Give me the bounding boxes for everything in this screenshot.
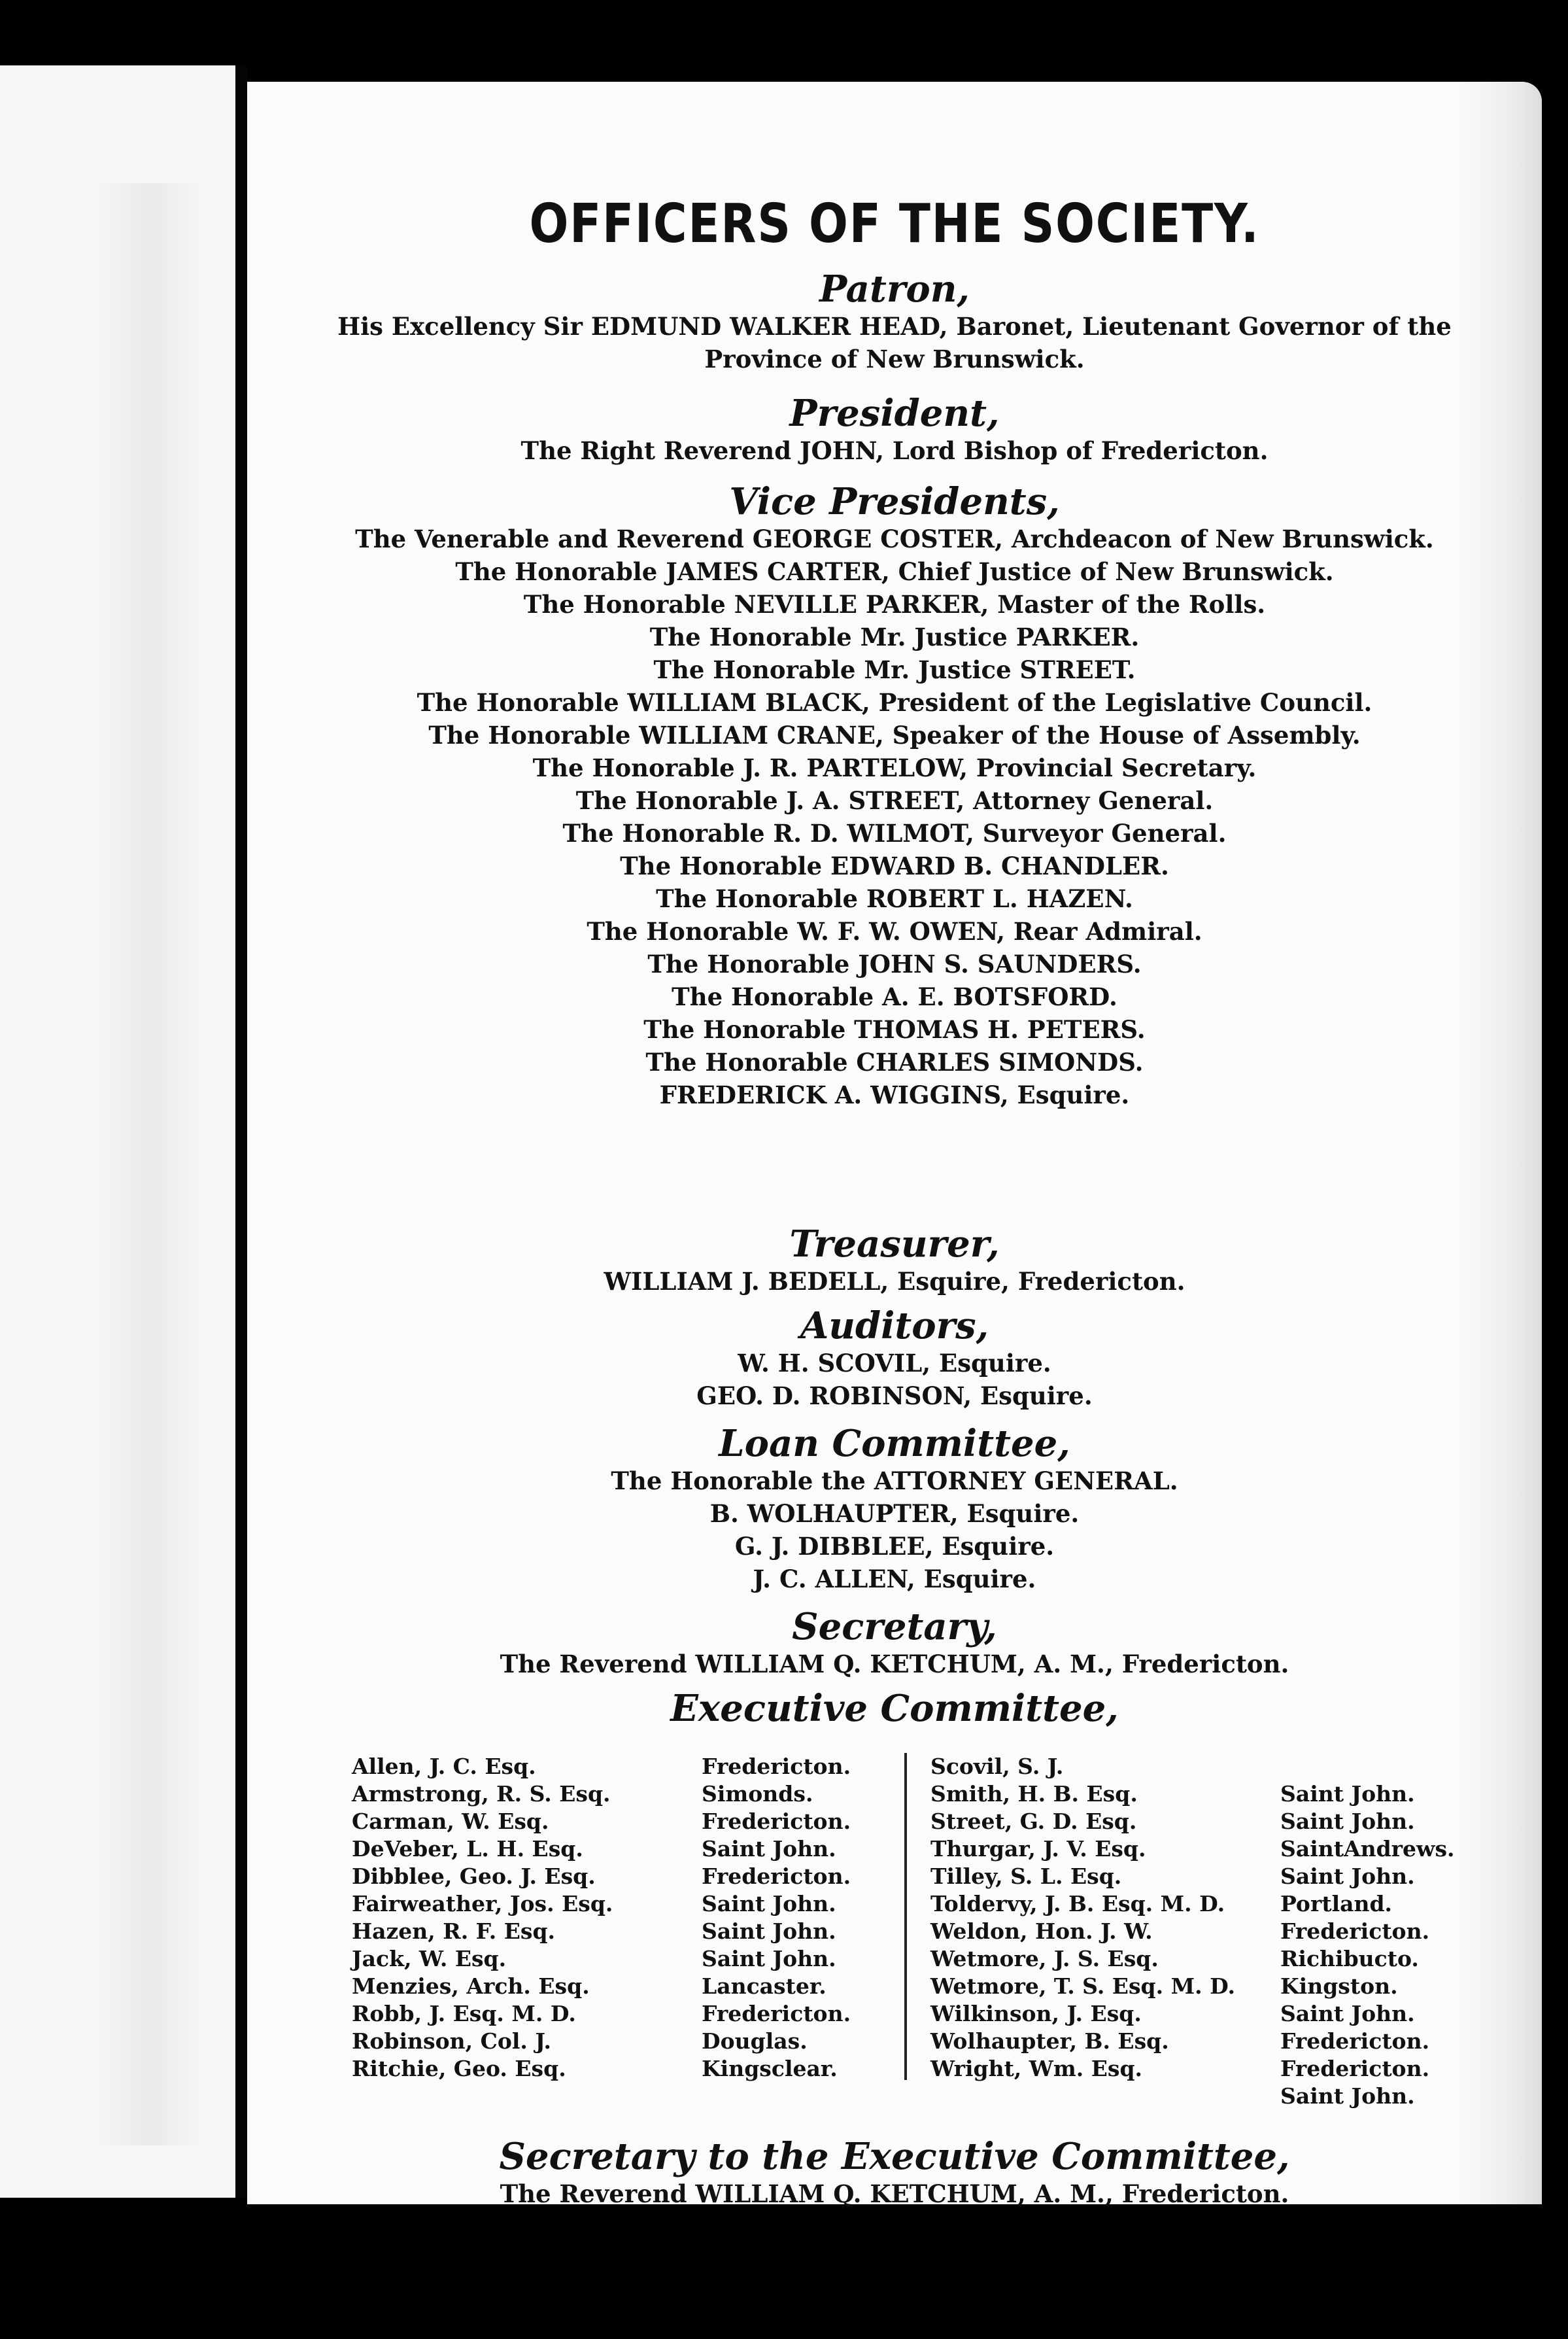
member-place: Fredericton. — [702, 2001, 851, 2026]
secretary-executive-section — [247, 2136, 1542, 2210]
vice-president-line: The Honorable NEVILLE PARKER, Master of the Rolls. — [523, 590, 1266, 619]
page-gutter — [235, 65, 247, 2198]
vice-president-line: The Honorable THOMAS H. PETERS. — [643, 1015, 1146, 1044]
member-place: Fredericton. — [1280, 1918, 1430, 1944]
member-name: Jack, W. Esq. — [352, 1946, 507, 1971]
vice-president-line: The Honorable WILLIAM CRANE, Speaker of the House of Assembly. — [428, 721, 1361, 750]
column-divider — [904, 1753, 907, 2080]
member-name: Robb, J. Esq. M. D. — [352, 2001, 576, 2026]
vice-president-line: The Honorable CHARLES SIMONDS. — [645, 1048, 1144, 1077]
bleed-through-texture — [98, 183, 203, 2145]
patron-section — [247, 268, 1542, 375]
document-page — [247, 82, 1542, 2208]
patron-line: Province of New Brunswick. — [704, 345, 1085, 373]
member-place: SaintAndrews. — [1280, 1836, 1455, 1862]
vice-president-line: The Honorable A. E. BOTSFORD. — [672, 982, 1117, 1011]
auditors-heading: Auditors, — [800, 1304, 989, 1347]
member-place: Saint John. — [702, 1918, 836, 1944]
loan-committee-line: The Honorable the ATTORNEY GENERAL. — [611, 1466, 1178, 1495]
auditor-line: GEO. D. ROBINSON, Esquire. — [696, 1381, 1093, 1410]
member-name: Scovil, S. J. — [930, 1754, 1064, 1779]
secretary-line: The Reverend WILLIAM Q. KETCHUM, A. M., Fredericton. — [500, 1650, 1289, 1678]
member-place: Saint John. — [1280, 2083, 1415, 2109]
member-place: Fredericton. — [1280, 2028, 1430, 2054]
member-place: Kingston. — [1280, 1973, 1398, 1999]
president-section — [247, 392, 1542, 467]
secretary-executive-line: The Reverend WILLIAM Q. KETCHUM, A. M., Fredericton. — [500, 2179, 1289, 2208]
vice-presidents-section — [247, 481, 1542, 1111]
member-place: Richibucto. — [1280, 1946, 1419, 1971]
member-name: Smith, H. B. Esq. — [930, 1781, 1138, 1807]
member-name: Armstrong, R. S. Esq. — [352, 1781, 611, 1807]
member-place: Saint John. — [1280, 1863, 1415, 1889]
vice-president-line: The Honorable JOHN S. SAUNDERS. — [647, 950, 1142, 979]
treasurer-heading: Treasurer, — [789, 1222, 1000, 1266]
loan-committee-line: J. C. ALLEN, Esquire. — [753, 1565, 1036, 1593]
vice-presidents-heading: Vice Presidents, — [729, 480, 1060, 523]
president-line: The Right Reverend JOHN, Lord Bishop of Fredericton. — [520, 436, 1269, 465]
member-name: Hazen, R. F. Esq. — [352, 1918, 556, 1944]
executive-committee-section — [247, 1688, 1542, 1729]
member-name: Tilley, S. L. Esq. — [930, 1863, 1122, 1889]
member-name: Thurgar, J. V. Esq. — [930, 1836, 1146, 1862]
executive-committee-heading: Executive Committee, — [670, 1687, 1119, 1730]
vice-president-line: The Honorable JAMES CARTER, Chief Justice of New Brunswick. — [455, 557, 1334, 586]
loan-committee-line: B. WOLHAUPTER, Esquire. — [709, 1499, 1080, 1528]
member-name: Street, G. D. Esq. — [930, 1809, 1137, 1834]
secretary-heading: Secretary, — [792, 1605, 997, 1648]
member-places-column-left — [702, 1753, 851, 2083]
loan-committee-section — [247, 1423, 1542, 1595]
member-name: Weldon, Hon. J. W. — [930, 1918, 1153, 1944]
executive-committee-table — [352, 1753, 1483, 2119]
page-title: OFFICERS OF THE SOCIETY. — [529, 193, 1260, 255]
vice-president-line: The Honorable J. R. PARTELOW, Provincial Secretary. — [532, 754, 1257, 782]
member-place: Saint John. — [702, 1836, 836, 1862]
member-place: Portland. — [1280, 1891, 1393, 1916]
member-name: Allen, J. C. Esq. — [352, 1754, 536, 1779]
member-name: Carman, W. Esq. — [352, 1809, 549, 1834]
member-place: Kingsclear. — [702, 2056, 838, 2081]
loan-committee-line: G. J. DIBBLEE, Esquire. — [734, 1532, 1055, 1561]
vice-president-line: The Honorable ROBERT L. HAZEN. — [656, 884, 1133, 913]
member-names-column-left — [352, 1753, 613, 2083]
vice-president-line: The Honorable Mr. Justice STREET. — [653, 655, 1136, 684]
member-name: Wetmore, J. S. Esq. — [930, 1946, 1159, 1971]
patron-line: His Excellency Sir EDMUND WALKER HEAD, Baronet, Lieutenant Governor of the — [337, 312, 1452, 341]
member-name: DeVeber, L. H. Esq. — [352, 1836, 583, 1862]
member-names-column-right — [930, 1753, 1235, 2083]
facing-page-edge — [0, 65, 235, 2198]
member-place: Saint John. — [702, 1891, 836, 1916]
vice-president-line: The Honorable J. A. STREET, Attorney General. — [575, 786, 1214, 815]
member-place: Saint John. — [702, 1946, 836, 1971]
member-place: Saint John. — [1280, 1781, 1415, 1807]
member-name: Robinson, Col. J. — [352, 2028, 551, 2054]
member-name: Wright, Wm. Esq. — [930, 2056, 1143, 2081]
member-place: Douglas. — [702, 2028, 808, 2054]
vice-president-line: The Honorable W. F. W. OWEN, Rear Admiral. — [587, 917, 1202, 946]
secretary-section — [247, 1606, 1542, 1680]
member-name: Wetmore, T. S. Esq. M. D. — [930, 1973, 1236, 1999]
patron-heading: Patron, — [819, 268, 970, 311]
member-name: Menzies, Arch. Esq. — [352, 1973, 590, 1999]
vice-president-line: FREDERICK A. WIGGINS, Esquire. — [659, 1081, 1130, 1109]
member-place: Fredericton. — [702, 1863, 851, 1889]
member-name: Ritchie, Geo. Esq. — [352, 2056, 566, 2081]
member-place: Fredericton. — [1280, 2056, 1430, 2081]
member-place: Simonds. — [702, 1781, 813, 1807]
treasurer-section — [247, 1223, 1542, 1298]
treasurer-line: WILLIAM J. BEDELL, Esquire, Fredericton. — [604, 1267, 1185, 1296]
member-place: Lancaster. — [702, 1973, 827, 1999]
member-place: Fredericton. — [702, 1809, 851, 1834]
member-place: Saint John. — [1280, 1809, 1415, 1834]
vice-president-line: The Honorable Mr. Justice PARKER. — [649, 623, 1140, 651]
auditor-line: W. H. SCOVIL, Esquire. — [738, 1349, 1051, 1377]
auditors-section — [247, 1305, 1542, 1412]
president-heading: President, — [789, 392, 1000, 435]
vice-president-line: The Honorable EDWARD B. CHANDLER. — [620, 852, 1169, 880]
member-places-column-right — [1280, 1780, 1455, 2110]
member-name: Dibblee, Geo. J. Esq. — [352, 1863, 596, 1889]
vice-president-line: The Honorable R. D. WILMOT, Surveyor General. — [562, 819, 1227, 848]
member-name: Fairweather, Jos. Esq. — [352, 1891, 613, 1916]
member-place: Fredericton. — [702, 1754, 851, 1779]
vice-president-line: The Honorable WILLIAM BLACK, President of the Legislative Council. — [417, 688, 1372, 717]
member-name: Wolhaupter, B. Esq. — [930, 2028, 1169, 2054]
member-place: Saint John. — [1280, 2001, 1415, 2026]
vice-president-line: The Venerable and Reverend GEORGE COSTER, Archdeacon of New Brunswick. — [355, 525, 1434, 553]
loan-committee-heading: Loan Committee, — [719, 1422, 1070, 1465]
member-name: Wilkinson, J. Esq. — [930, 2001, 1142, 2026]
member-name: Toldervy, J. B. Esq. M. D. — [930, 1891, 1225, 1916]
secretary-executive-heading: Secretary to the Executive Committee, — [499, 2135, 1290, 2178]
